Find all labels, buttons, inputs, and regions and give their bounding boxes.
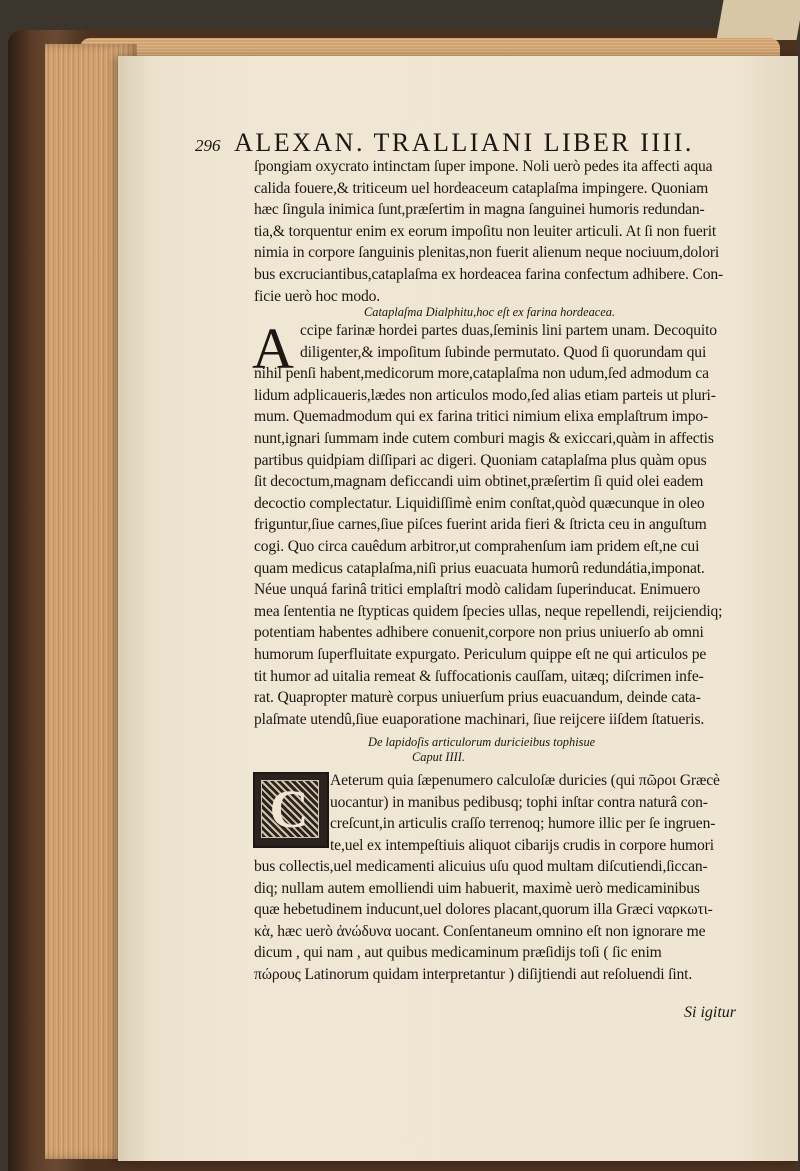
text-line: quæ hebetudinem inducunt,uel dolores placant,quorum illa Græci ναρκωτι- <box>254 901 713 919</box>
text-line: ſpongiam oxycrato intinctam ſuper impone. Noli uerò pedes ita affecti aqua <box>254 158 713 175</box>
text-line: lidum adplicaueris,lædes non articulos modo,ſed alias etiam parteis ut pluri- <box>254 386 716 404</box>
text-line: te,uel ex intempeſtiuis aliquot cibarijs crudis in corpore humori <box>330 836 714 854</box>
text-line: ficie uerò hoc modo. <box>254 287 381 305</box>
text-line: calida fouere,& triticeum uel hordeaceum cataplaſma impingere. Quoniam <box>254 179 709 197</box>
text-line: Néue unquá farinâ tritici emplaſtri modò calidam ſuperinducat. Enimuero <box>254 581 701 599</box>
text-line: diq; nullam autem emolliendi uim habuerit, maximè uerò medicaminibus <box>254 879 700 897</box>
text-line: bus collectis,uel medicamenti alicuius uſu quod multam diſcutiendi,ſiccan- <box>254 858 708 875</box>
chapter-number: Caput IIII. <box>412 750 465 764</box>
text-line: dicum , qui nam , aut quibus medicaminum præſidijs toſi ( ſic enim <box>254 944 662 962</box>
text-line: plaſmate utendû,ſiue euaporatione machinari, ſiue reijcere iiſdem ſtatueris. <box>254 710 705 728</box>
text-line: uocantur) in manibus pedibusq; tophi inſtar contra naturâ con- <box>330 793 708 811</box>
text-line: nunt,ignari ſummam inde cutem comburi magis & exiccari,quàm in affectis <box>254 430 714 447</box>
text-line: rat. Quapropter maturè corpus uniuerſum prius euacuandum, deinde cata- <box>254 689 701 707</box>
text-line: partibus quidpiam diſſipari ac digeri. Quoniam cataplaſma plus quàm opus <box>254 451 707 469</box>
text-line: πώρους Latinorum quidam interpretantur ) diſijtiendi aut reſoluendi ſint. <box>254 966 693 983</box>
text-line: nimia in corpore ſanguinis plenitas,non fuerit alienum neque nociuum,dolori <box>254 244 720 262</box>
text-line: potentiam habentes adhibere conuenit,corpore non prius uniuerſo ab omni <box>254 624 704 642</box>
text-line: bus excruciantibus,cataplaſma ex hordeacea farina confectum adhibere. Con- <box>254 266 724 283</box>
recipe-subheading: Cataplaſma Dialphitu,hoc eſt ex farina hordeacea. <box>364 305 616 319</box>
text-line: friguntur,ſiue carnes,ſiue piſces fuerint arida fieri & ſtricta ceu in anguſtum <box>254 516 707 534</box>
text-line: humorum ſuperfluitate expurgato. Periculum quippe eſt ne qui articulos pe <box>254 646 707 663</box>
initial-letter: C <box>269 779 309 839</box>
catchword: Si igitur <box>684 1004 737 1021</box>
text-line: tit humor ad uitalia remeat & ſuffocationis cauſſam, uitæq; diſcrimen infe- <box>254 667 704 685</box>
text-line: nihil penſi habent,medicorum more,cataplaſma non udum,ſed admodum ca <box>254 365 709 383</box>
text-line: κὰ, hæc uerò ἀνώδυνα uocant. Conſentaneum omnino eſt non ignorare me <box>254 922 706 940</box>
header-title: ALEXAN. TRALLIANI LIBER IIII. <box>234 128 694 157</box>
text-line: tia,& torquentur enim ex eorum impoſitu non leuiter articuli. At ſi non fuerit <box>254 222 717 240</box>
text-line: creſcunt,in articulis craſſo terrenoq; humore illic per ſe ingruen- <box>330 815 716 833</box>
text-line: hæc ſingula inimica ſunt,præſertim in magna ſanguinei humoris redundan- <box>254 201 705 219</box>
decorated-initial-c <box>253 772 329 848</box>
text-line: quam medicus cataplaſma,niſi prius euacuata humorû redundátia,imponat. <box>254 559 705 577</box>
text-line: Aeterum quia ſæpenumero calculoſæ duricies (qui πῶροι Græcè <box>330 772 720 789</box>
text-line: diligenter,& impoſitum ſubinde permutato. Quod ſi quorundam qui <box>300 343 707 361</box>
text-line: mea ſententia ne ſtypticas quidem ſpecies ullas, neque repellendi, reijciendiq; <box>254 602 723 620</box>
chapter-heading: De lapidoſis articulorum duricieibus tophisue <box>368 735 596 749</box>
drop-cap-a: A <box>252 316 294 381</box>
text-line: decoctio complectatur. Liquidiſſimè enim conſtat,quòd quæcunque in oleo <box>254 494 705 512</box>
page-number: 296 <box>195 136 221 155</box>
text-line: cogi. Quo circa cauêdum arbitror,ut comprahenſum iam pridem eſt,ne cui <box>254 538 700 555</box>
text-line: mum. Quemadmodum qui ex farina tritici nimium elixa emplaſtrum impo- <box>254 408 709 426</box>
paper-slip <box>716 0 800 40</box>
text-line: ſit decoctum,magnam deficcandi uim obtinet,præſertim ſi quid olei eadem <box>254 473 704 491</box>
text-line: ccipe farinæ hordei partes duas,ſeminis lini partem unam. Decoquito <box>300 322 717 339</box>
running-header <box>195 128 694 158</box>
